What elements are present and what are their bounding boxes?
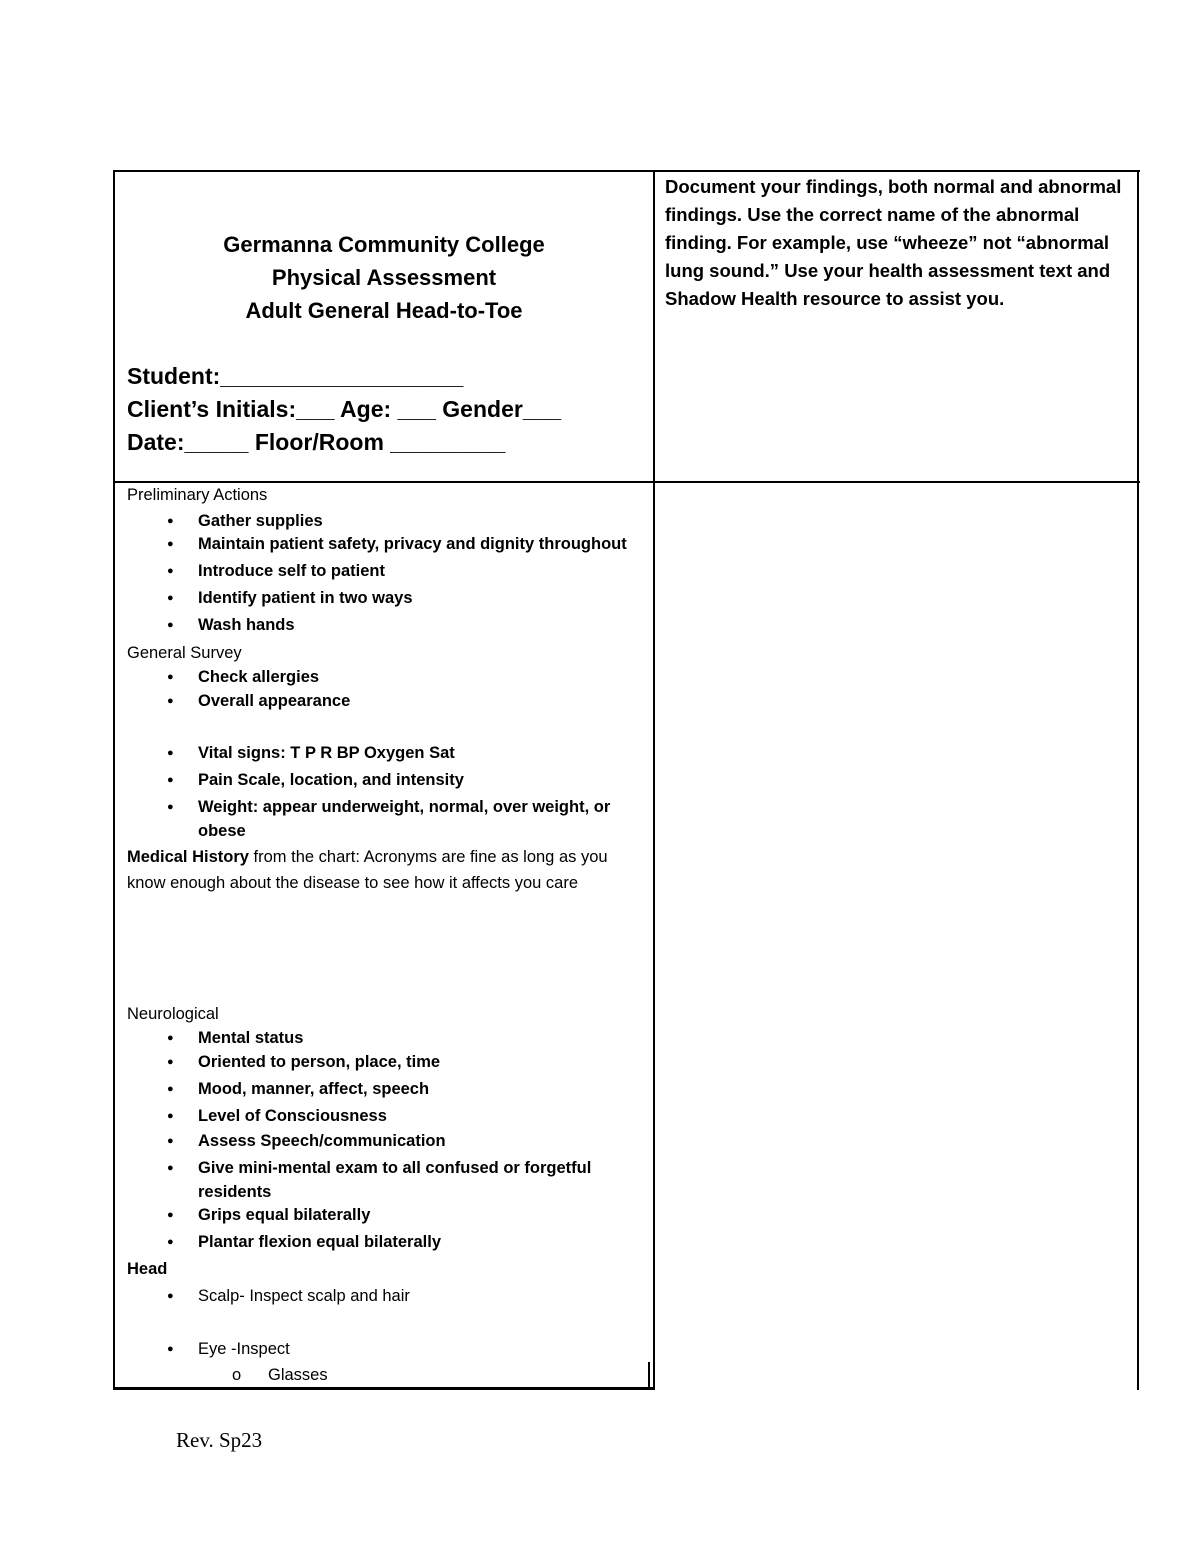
student-info-fields: [127, 360, 647, 459]
list-item: ● Give mini-mental exam to all confused or forgetful: [198, 1159, 591, 1178]
table-right-border: [1137, 170, 1139, 1390]
list-item: ● Pain Scale, location, and intensity: [198, 771, 464, 790]
list-item-continuation: obese: [198, 822, 246, 840]
list-item: ● Introduce self to patient: [198, 562, 385, 581]
sub-list-item: o Glasses: [268, 1366, 328, 1385]
list-item: ● Eye -Inspect: [198, 1340, 290, 1359]
list-item: ● Scalp- Inspect scalp and hair: [198, 1287, 410, 1306]
list-item-continuation: residents: [198, 1183, 272, 1201]
list-item: ● Vital signs: T P R BP Oxygen Sat: [198, 744, 455, 763]
medical-history-label: Medical History: [127, 848, 249, 866]
list-item: ● Plantar flexion equal bilaterally: [198, 1233, 441, 1252]
revision-footer: Rev. Sp23: [176, 1428, 263, 1452]
list-item: ● Weight: appear underweight, normal, over weight, or: [198, 798, 610, 817]
list-item: ● Oriented to person, place, time: [198, 1053, 440, 1072]
list-item: ● Gather supplies: [198, 512, 323, 531]
list-item: ● Maintain patient safety, privacy and dignity throughout: [198, 535, 627, 554]
table-row-divider: [113, 481, 1140, 483]
list-item: ● Identify patient in two ways: [198, 589, 413, 608]
list-item: ● Assess Speech/communication: [198, 1132, 446, 1151]
section-title-general-survey: General Survey: [127, 644, 242, 662]
list-item: ● Grips equal bilaterally: [198, 1206, 370, 1225]
list-item: ● Mood, manner, affect, speech: [198, 1080, 429, 1099]
date-floor-room-field[interactable]: Date:_____ Floor/Room _________: [127, 429, 506, 455]
table-inner-bottom-edge: [648, 1362, 650, 1389]
student-field[interactable]: Student:___________________: [127, 363, 464, 389]
section-title-preliminary: Preliminary Actions: [127, 486, 268, 504]
table-bottom-border: [113, 1387, 654, 1390]
medical-history-paragraph: [127, 844, 647, 896]
medical-history-text: from the chart: Acronyms are fine as long as you know enough about the disease to see how it affects you care: [127, 848, 608, 892]
list-item: ● Overall appearance: [198, 692, 350, 711]
college-name: Germanna Community College: [223, 232, 545, 257]
table-middle-divider: [653, 170, 655, 1390]
table-top-border: [113, 170, 1140, 172]
assessment-title: Physical Assessment: [271, 265, 497, 290]
assessment-subtitle: Adult General Head-to-Toe: [245, 298, 523, 323]
list-item: ● Mental status: [198, 1029, 303, 1048]
list-item: ● Check allergies: [198, 668, 319, 687]
documentation-instructions: Document your findings, both normal and abnormal findings. Use the correct name of the abnormal finding. For example, use “wheeze” not “abnormal lung sound.” Use your health assessment text and Shadow Health resource to assist you.: [665, 176, 1122, 309]
list-item: ● Level of Consciousness: [198, 1107, 387, 1126]
document-title-block: [116, 228, 652, 327]
section-title-neurological: Neurological: [127, 1005, 219, 1023]
client-initials-age-gender-field[interactable]: Client’s Initials:___ Age: ___ Gender___: [127, 396, 562, 422]
table-left-border: [113, 170, 115, 1390]
list-item: ● Wash hands: [198, 616, 295, 635]
section-title-head: Head: [127, 1260, 168, 1278]
